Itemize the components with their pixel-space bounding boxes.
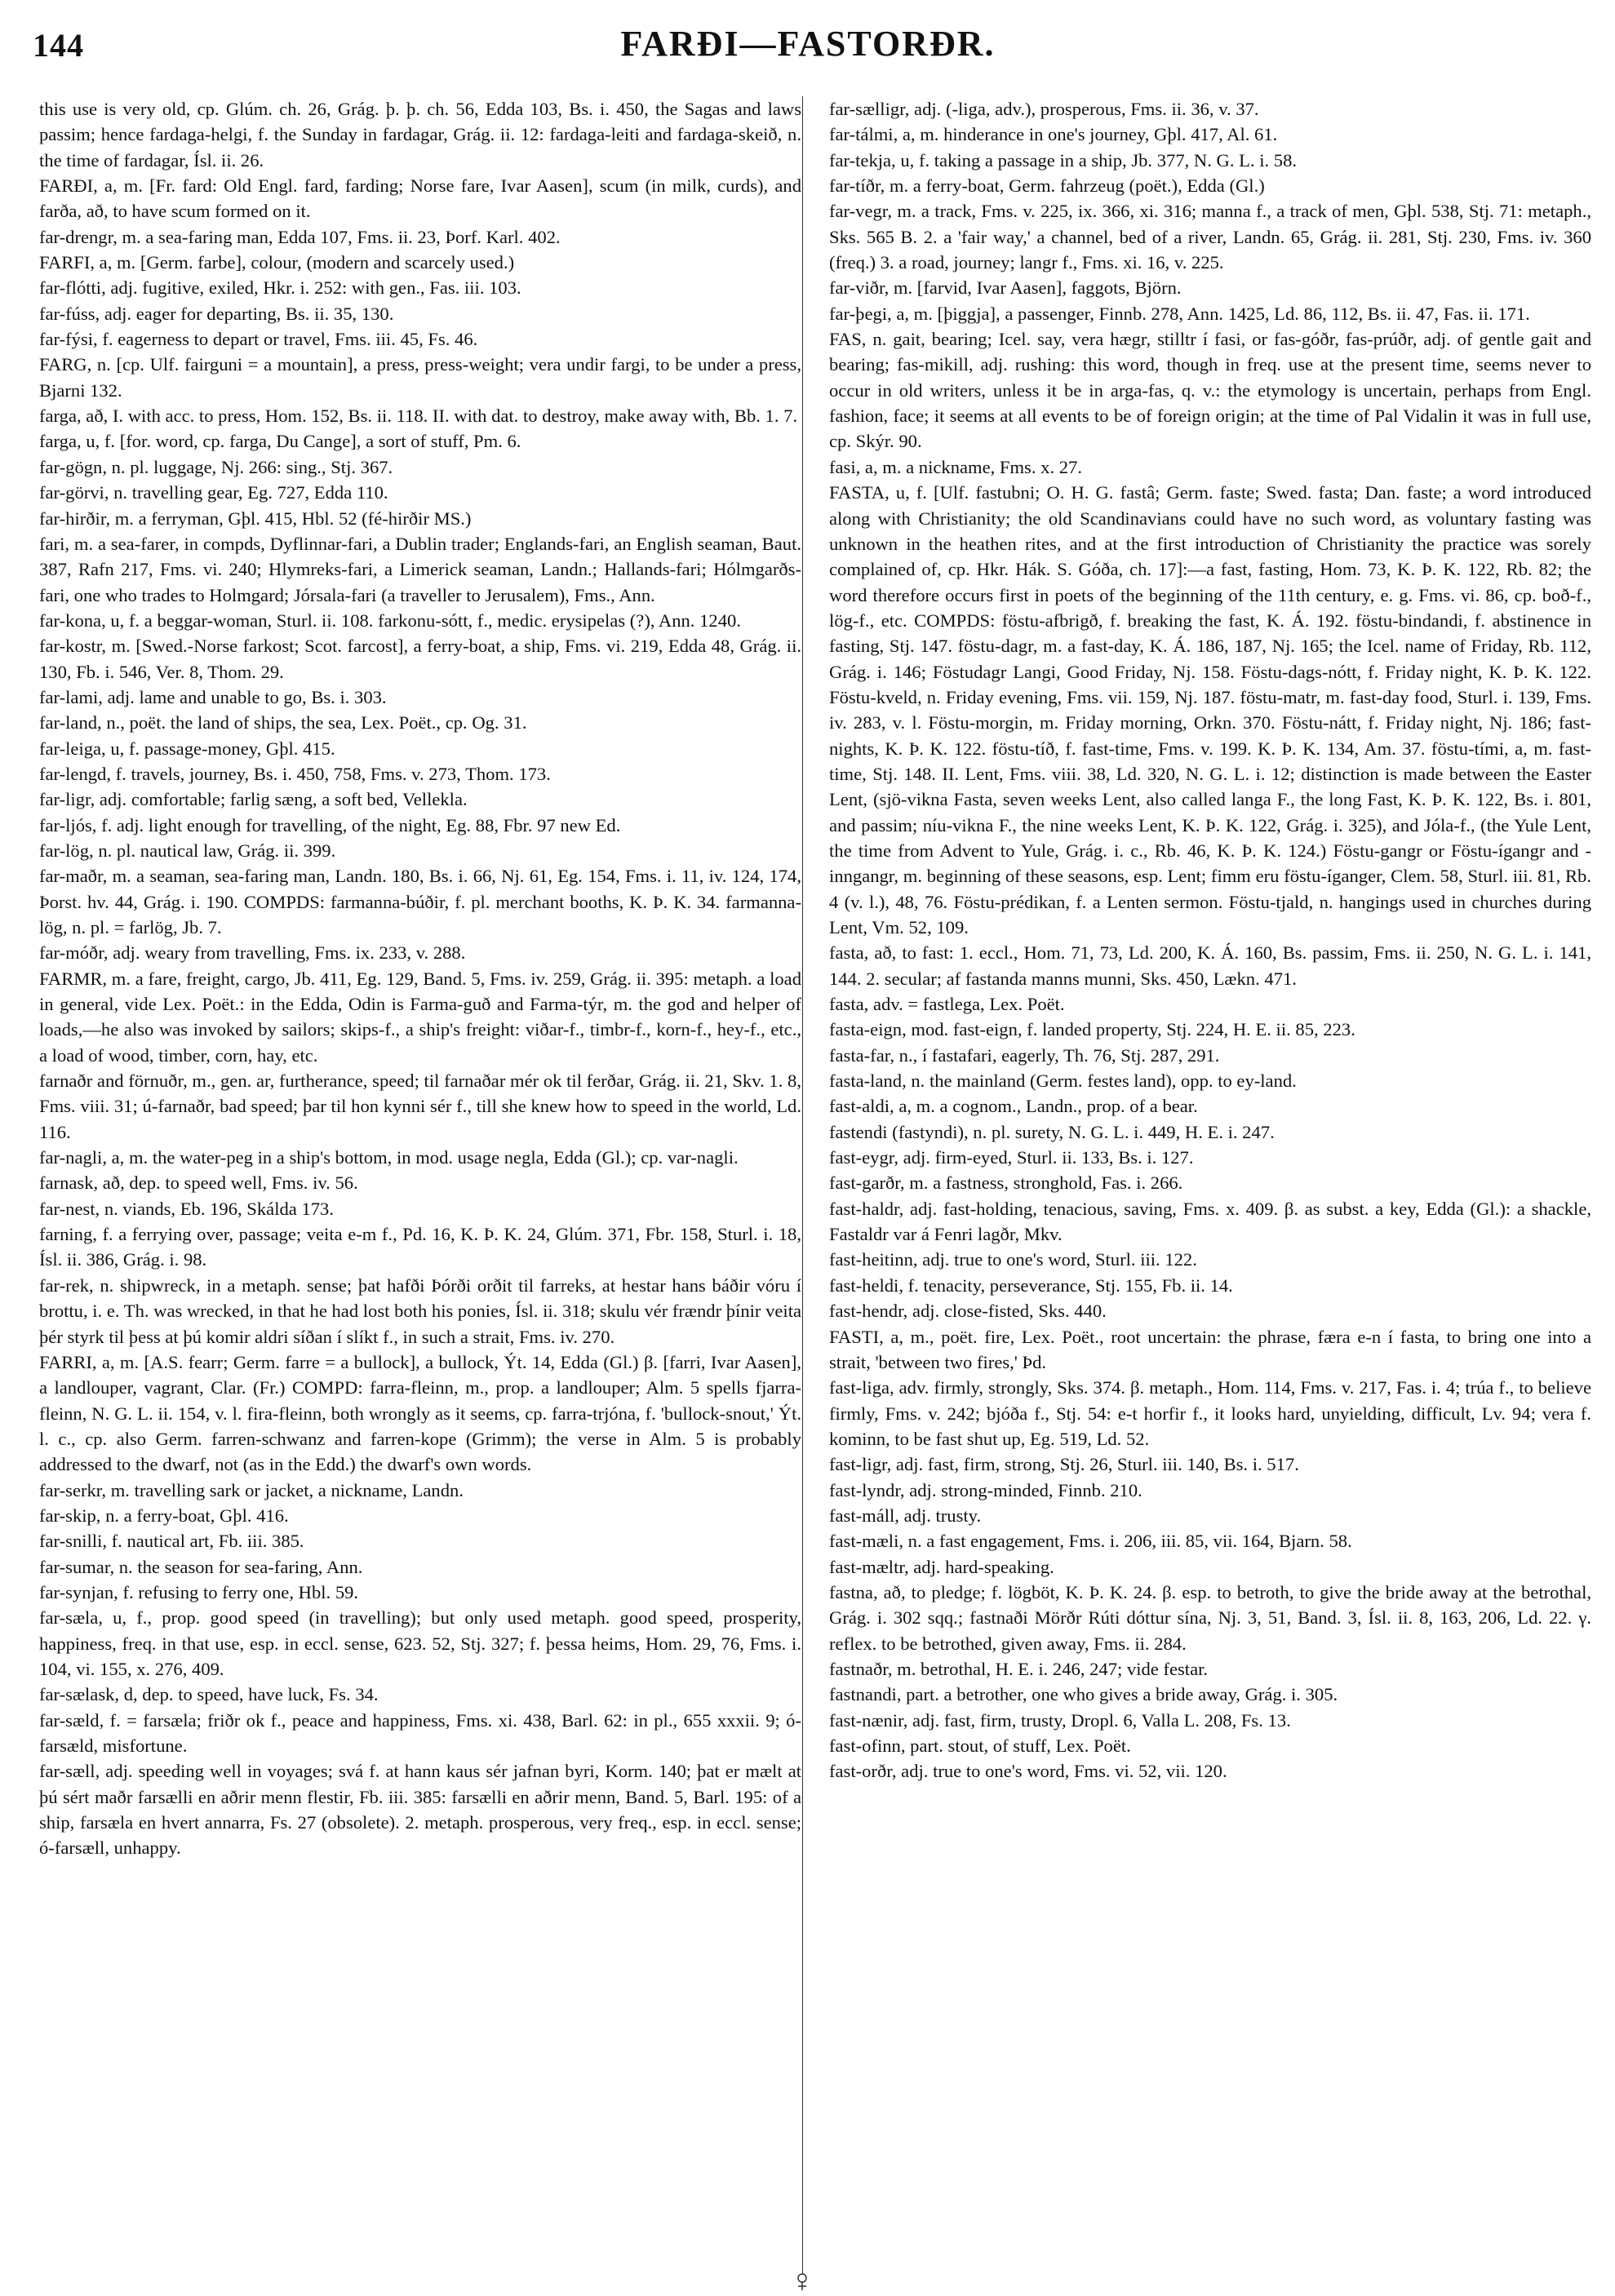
dictionary-entry: far-tíðr, m. a ferry-boat, Germ. fahrzeug (poët.), Edda (Gl.) [829, 175, 1265, 197]
dictionary-entry: far-serkr, m. travelling sark or jacket, a nickname, Landn. [39, 1479, 464, 1500]
running-head: FARÐI—FASTORÐR. [620, 24, 996, 64]
dictionary-entry: fast-orðr, adj. true to one's word, Fms. vi. 52, vii. 120. [829, 1761, 1227, 1782]
dictionary-entry: farga, u, f. [for. word, cp. farga, Du Cange], a sort of stuff, Pm. 6. [39, 431, 521, 452]
dictionary-entry: far-lög, n. pl. nautical law, Grág. ii. 399. [39, 840, 336, 861]
dictionary-entry: far-sæld, f. = farsæla; friðr ok f., peace and happiness, Fms. xi. 438, Barl. 62: in pl., 655 xxxii. 9; ó-farsæld, misfortune. [39, 1709, 801, 1756]
dictionary-entry: far-viðr, m. [farvid, Ivar Aasen], faggots, Björn. [829, 277, 1182, 299]
dictionary-entry: fasta-far, n., í fastafari, eagerly, Th. 76, Stj. 287, 291. [829, 1044, 1220, 1066]
dictionary-entry: far-fúss, adj. eager for departing, Bs. ii. 35, 130. [39, 303, 394, 324]
dictionary-entry: far-ljós, f. adj. light enough for travelling, of the night, Eg. 88, Fbr. 97 new Ed. [39, 814, 621, 836]
dictionary-entry: far-sumar, n. the season for sea-faring, Ann. [39, 1556, 363, 1577]
dictionary-entry: far-lami, adj. lame and unable to go, Bs. i. 303. [39, 686, 387, 707]
dictionary-entry: fasta, að, to fast: 1. eccl., Hom. 71, 73, Ld. 200, K. Á. 160, Bs. passim, Fms. ii. 250, N. G. L. i. 141, 144. 2. secular; af fastanda manns munni, Sks. 450, Lækn. 471. [829, 942, 1591, 989]
dictionary-entry: far-maðr, m. a seaman, sea-faring man, Landn. 180, Bs. i. 66, Nj. 61, Eg. 154, Fms. i. 11, iv. 124, 174, Þorst. hv. 44, Grág. i. 190. COMPDS: farmanna-búðir, f. pl. merchant booths, K. Þ. K. 34. farmanna-lög, n. pl. = farlög, Jb. 7. [39, 866, 801, 937]
dictionary-entry: fast-garðr, m. a fastness, stronghold, Fas. i. 266. [829, 1172, 1183, 1194]
dictionary-entry: fast-mæli, n. a fast engagement, Fms. i. 206, iii. 85, vii. 164, Bjarn. 58. [829, 1531, 1352, 1552]
dictionary-entry: far-tálmi, a, m. hinderance in one's journey, Gþl. 417, Al. 61. [829, 124, 1278, 145]
dictionary-entry: FARFI, a, m. [Germ. farbe], colour, (modern and scarcely used.) [39, 252, 515, 273]
dictionary-entry: FAS, n. gait, bearing; Icel. say, vera hægr, stilltr í fasi, or fas-góðr, fas-prúðr, adj. of gentle gait and bearing; fas-mikill, adj. rushing: this word, though in freq. use at the present time, seems never to occur in old writers, unless it be in arga-fas, q. v.: the etymology is uncertain, perhaps from Engl. fashion, face; it seems at all events to be of foreign origin; at the time of Pal Vidalin it was in full use, cp. Skýr. 90. [829, 329, 1591, 452]
dictionary-entry: farnask, að, dep. to speed well, Fms. iv. 56. [39, 1172, 358, 1194]
dictionary-entry: far-móðr, adj. weary from travelling, Fms. ix. 233, v. 288. [39, 942, 466, 964]
dictionary-entry: fari, m. a sea-farer, in compds, Dyflinnar-fari, a Dublin trader; Englands-fari, an English seaman, Baut. 387, Rafn 217, Fms. vi. 240; Hlymreks-fari, a Limerick seaman, Landn.; Hallands-fari; Hólmgarðs-fari, one who trades to Holmgard; Jórsala-fari (a traveller to Jerusalem), Fms., Ann. [39, 533, 801, 605]
dictionary-entry: far-sæll, adj. speeding well in voyages; svá f. at hann kaus sér jafnan byri, Korm. 140; þat er mælt at þú sért maðr farsælli en aðrir menn flestir, Fb. iii. 385: farsælli en aðrir menn, Band. 5, Barl. 195: of a ship, farsæla en hvert annarra, Fs. 27 (obsolete). 2. metaph. prosperous, very freq., esp. in eccl. sense; ó-farsæll, unhappy. [39, 1761, 801, 1859]
dictionary-entry: fast-ofinn, part. stout, of stuff, Lex. Poët. [829, 1735, 1131, 1756]
dictionary-entry: far-sælligr, adj. (-liga, adv.), prosperous, Fms. ii. 36, v. 37. [829, 99, 1259, 119]
dictionary-entry: far-ligr, adj. comfortable; farlig sæng, a soft bed, Vellekla. [39, 789, 468, 810]
dictionary-entry: fastnandi, part. a betrother, one who gives a bride away, Grág. i. 305. [829, 1684, 1338, 1705]
dictionary-entry: far-gögn, n. pl. luggage, Nj. 266: sing., Stj. 367. [39, 456, 393, 477]
dictionary-entry: FARRI, a, m. [A.S. fearr; Germ. farre = a bullock], a bullock, Ýt. 14, Edda (Gl.) β. [farri, Ivar Aasen], a landlouper, vagrant, Clar. (Fr.) COMPD: farra-fleinn, m., prop. a landlouper; Alm. 5 spells fjarra-fleinn, N. G. L. ii. 154, v. l. fira-fleinn, both wrongly as it seems, cp. farra-trjóna, f. 'bullock-snout,' Ýt. l. c., cp. also Germ. farren-schwanz and farren-kope (Grimm); the verse in Alm. 5 is probably addressed to the dwarf, not (as in the Edd.) the dwarf's own words. [39, 1351, 801, 1475]
dictionary-entry: far-hirðir, m. a ferryman, Gþl. 415, Hbl. 52 (fé-hirðir MS.) [39, 508, 472, 529]
dictionary-entry: fast-heldi, f. tenacity, perseverance, Stj. 155, Fb. ii. 14. [829, 1274, 1233, 1296]
dictionary-entry: fast-haldr, adj. fast-holding, tenacious, saving, Fms. x. 409. β. as subst. a key, Edda (Gl.): a shackle, Fastaldr var á Fenri lagðr, Mkv. [829, 1198, 1591, 1245]
dictionary-entry: fast-hendr, adj. close-fisted, Sks. 440. [829, 1301, 1107, 1322]
dictionary-entry: far-nagli, a, m. the water-peg in a ship's bottom, in mod. usage negla, Edda (Gl.); cp. var-nagli. [39, 1147, 739, 1168]
dictionary-entry: far-snilli, f. nautical art, Fb. iii. 385. [39, 1531, 304, 1552]
column-divider [802, 96, 803, 2275]
dictionary-entry: fasta-eign, mod. fast-eign, f. landed property, Stj. 224, H. E. ii. 85, 223. [829, 1019, 1355, 1040]
dictionary-entry: fast-mæltr, adj. hard-speaking. [829, 1556, 1054, 1577]
dictionary-entry: far-flótti, adj. fugitive, exiled, Hkr. i. 252: with gen., Fas. iii. 103. [39, 277, 521, 299]
dictionary-entry: fast-aldi, a, m. a cognom., Landn., prop. of a bear. [829, 1096, 1198, 1117]
dictionary-entry: far-sæla, u, f., prop. good speed (in travelling); but only used metaph. good speed, prosperity, happiness, freq. in that use, esp. in eccl. sense, 623. 52, Stj. 327; f. þessa heims, Hom. 29, 76, Fms. i. 104, vi. 155, x. 276, 409. [39, 1607, 801, 1679]
dictionary-entry: far-drengr, m. a sea-faring man, Edda 107, Fms. ii. 23, Þorf. Karl. 402. [39, 226, 561, 247]
dictionary-entry: far-land, n., poët. the land of ships, the sea, Lex. Poët., cp. Og. 31. [39, 712, 527, 734]
dictionary-entry: fast-máll, adj. trusty. [829, 1505, 982, 1526]
dictionary-entry: FARMR, m. a fare, freight, cargo, Jb. 411, Eg. 129, Band. 5, Fms. iv. 259, Grág. ii. 395: metaph. a load in general, vide Lex. Poët.: in the Edda, Odin is Farma-guð and Farma-týr, m. the god and helper of loads,—he also was invoked by sailors; skips-f., a ship's freight: viðar-f., timbr-f., korn-f., hey-f., etc., a load of wood, timber, corn, hay, etc. [39, 968, 801, 1066]
dictionary-entry: far-kona, u, f. a beggar-woman, Sturl. ii. 108. farkonu-sótt, f., medic. erysipelas (?), Ann. 1240. [39, 609, 741, 631]
dictionary-entry: fasi, a, m. a nickname, Fms. x. 27. [829, 456, 1082, 477]
dictionary-entry: fast-nænir, adj. fast, firm, trusty, Dropl. 6, Valla L. 208, Fs. 13. [829, 1709, 1291, 1731]
dictionary-entry: fasta, adv. = fastlega, Lex. Poët. [829, 994, 1065, 1015]
dictionary-entry: farning, f. a ferrying over, passage; veita e-m f., Pd. 16, K. Þ. K. 24, Glúm. 371, Fbr. 158, Sturl. i. 18, Ísl. ii. 386, Grág. i. 98. [39, 1224, 801, 1270]
dictionary-entry: fast-eygr, adj. firm-eyed, Sturl. ii. 133, Bs. i. 127. [829, 1147, 1194, 1168]
dictionary-entry: far-skip, n. a ferry-boat, Gþl. 416. [39, 1505, 289, 1526]
dictionary-entry: far-synjan, f. refusing to ferry one, Hbl. 59. [39, 1581, 359, 1602]
dictionary-entry: far-kostr, m. [Swed.-Norse farkost; Scot. farcost], a ferry-boat, a ship, Fms. vi. 219, Edda 48, Grág. ii. 130, Fb. i. 546, Ver. 8, Thom. 29. [39, 636, 801, 682]
dictionary-entry: far-nest, n. viands, Eb. 196, Skálda 173. [39, 1198, 334, 1219]
dictionary-entry: far-fýsi, f. eagerness to depart or travel, Fms. iii. 45, Fs. 46. [39, 329, 478, 350]
dictionary-entry: this use is very old, cp. Glúm. ch. 26, Grág. þ. þ. ch. 56, Edda 103, Bs. i. 450, the Sagas and laws passim; hence fardaga-helgi, f. the Sunday in fardagar, Grág. ii. 12: fardaga-leiti and fardaga-skeið, n. the time of fardagar, Ísl. ii. 26. [39, 99, 801, 171]
dictionary-entry: farnaðr and förnuðr, m., gen. ar, furtherance, speed; til farnaðar mér ok til ferðar, Grág. ii. 21, Skv. 1. 8, Fms. viii. 31; ú-farnaðr, bad speed; þar til hon kynni sér f., till she knew how to speed in the world, Ld. 116. [39, 1070, 801, 1142]
dictionary-entry: far-lengd, f. travels, journey, Bs. i. 450, 758, Fms. v. 273, Thom. 173. [39, 763, 551, 784]
dictionary-entry: far-leiga, u, f. passage-money, Gþl. 415. [39, 738, 335, 759]
right-column [829, 96, 1591, 2283]
dictionary-entry: fastna, að, to pledge; f. lögböt, K. Þ. K. 24. β. esp. to betroth, to give the bride away at the betrothal, Grág. i. 302 sqq.; fastnaði Mörðr Rúti dóttur sína, Nj. 3, 51, Band. 3, Ísl. ii. 8, 163, 206, Ld. 22. γ. reflex. to be betrothed, given away, Fms. ii. 284. [829, 1581, 1591, 1654]
left-column [39, 96, 801, 2283]
dictionary-entry: farga, að, I. with acc. to press, Hom. 152, Bs. ii. 118. II. with dat. to destroy, make away with, Bb. 1. 7. [39, 406, 798, 427]
dictionary-entry: fast-heitinn, adj. true to one's word, Sturl. iii. 122. [829, 1249, 1197, 1270]
dictionary-entry: far-sælask, d, dep. to speed, have luck, Fs. 34. [39, 1684, 379, 1705]
dictionary-entry: fastnaðr, m. betrothal, H. E. i. 246, 247; vide festar. [829, 1658, 1209, 1679]
dictionary-entry: far-vegr, m. a track, Fms. v. 225, ix. 366, xi. 316; manna f., a track of men, Gþl. 538, Stj. 71: metaph., Sks. 565 B. 2. a 'fair way,' a channel, bed of a river, Landn. 65, Grág. ii. 281, Stj. 230, Fms. iv. 360 (freq.) 3. a road, journey; langr f., Fms. xi. 16, v. 225. [829, 201, 1591, 273]
dictionary-entry: far-görvi, n. travelling gear, Eg. 727, Edda 110. [39, 482, 388, 503]
page-header [33, 23, 1583, 73]
dictionary-entry: FASTA, u, f. [Ulf. fastubni; O. H. G. fastâ; Germ. faste; Swed. fasta; Dan. faste; a word introduced along with Christianity; the old Scandinavians could have no such word, as voluntary fasting was unknown in the heathen rites, and at the first introduction of Christianity the practice was sorely complained of, cp. Hkr. Hák. S. Góða, ch. 17]:—a fast, fasting, Hom. 73, K. Þ. K. 122, Rb. 82; the word therefore occurs first in poets of the beginning of the 11th century, e. g. Fms. vi. 86, cp. boð-f., lög-f., etc. COMPDS: föstu-afbrigð, f. breaking the fast, K. Á. 192. föstu-bindandi, f. abstinence in fasting, Stj. 147. föstu-dagr, m. a fast-day, K. Á. 186, 187, Nj. 165; the Icel. name of Friday, Rb. 112, Grág. i. 146; Föstudagr Langi, Good Friday, Nj. 158. Föstu-dags-nótt, f. Friday night, K. Þ. K. 122. Föstu-kveld, n. Friday evening, Fms. vii. 159, Nj. 187. föstu-matr, m. fast-day food, Sturl. i. 139, Fms. iv. 283, v. l. Föstu-morgin, m. Friday morning, Orkn. 370. Föstu-nátt, f. Friday night, Nj. 186; fast-nights, K. Þ. K. 122. föstu-tíð, f. fast-time, Fms. v. 199. K. Þ. K. 134, Am. 37. föstu-tími, a, m. fast-time, Stj. 148. II. Lent, Fms. viii. 38, Ld. 320, N. G. L. i. 12; distinction is made between the Easter Lent, (sjö-vikna Fasta, seven weeks Lent, also called langa F., the long Fast, K. Þ. K. 122, Bs. i. 801, and passim; níu-vikna F., the nine weeks Lent, K. Þ. K. 122, Grág. i. 325), and Jóla-f., (the Yule Lent, the time from Advent to Yule, Grág. i. c., Rb. 46, K. Þ. K. 124.) Föstu-gangr or Föstu-ígangr and -inngangr, m. beginning of these seasons, esp. Lent; fimm eru föstu-íganger, Clem. 58, Sturl. iii. 81, Rb. 4 (v. l.), 48, 76. Föstu-prédikan, f. a Lenten sermon. Föstu-tjald, n. hangings used in churches during Lent, Vm. 52, 109. [829, 482, 1591, 937]
divider-ornament-icon [792, 2271, 813, 2292]
dictionary-entry: far-þegi, a, m. [þiggja], a passenger, Finnb. 278, Ann. 1425, Ld. 86, 112, Bs. ii. 47, Fas. ii. 171. [829, 303, 1530, 324]
dictionary-entry: fast-ligr, adj. fast, firm, strong, Stj. 26, Sturl. iii. 140, Bs. i. 517. [829, 1454, 1299, 1475]
dictionary-entry: fastendi (fastyndi), n. pl. surety, N. G. L. i. 449, H. E. i. 247. [829, 1121, 1275, 1142]
dictionary-entry: far-tekja, u, f. taking a passage in a ship, Jb. 377, N. G. L. i. 58. [829, 149, 1298, 171]
dictionary-entry: FARÐI, a, m. [Fr. fard: Old Engl. fard, farding; Norse fare, Ivar Aasen], scum (in milk, curds), and farða, að, to have scum formed on it. [39, 175, 801, 222]
dictionary-entry: far-rek, n. shipwreck, in a metaph. sense; þat hafði Þórði orðit til farreks, at hestar hans báðir vóru í brottu, i. e. Th. was wrecked, in that he had lost both his ponies, Ísl. ii. 318; skulu vér frændr þínir veita þér styrk til þess at þú komir aldri síðan í slíkt f., in such a strait, Fms. iv. 270. [39, 1274, 801, 1347]
dictionary-entry: FARG, n. [cp. Ulf. fairguni = a mountain], a press, press-weight; vera undir fargi, to be under a press, Bjarni 132. [39, 354, 801, 401]
dictionary-entry: FASTI, a, m., poët. fire, Lex. Poët., root uncertain: the phrase, færa e-n í fasta, to bring one into a strait, 'between two fires,' Þd. [829, 1326, 1591, 1372]
page-number: 144 [33, 27, 84, 64]
dictionary-entry: fast-liga, adv. firmly, strongly, Sks. 374. β. metaph., Hom. 114, Fms. v. 217, Fas. i. 4; trúa f., to believe firmly, Fms. v. 242; bjóða f., Stj. 54: e-t horfir f., it looks hard, unyielding, difficult, Lv. 94; vera f. kominn, to be fast shut up, Eg. 519, Ld. 52. [829, 1377, 1591, 1449]
dictionary-entry: fast-lyndr, adj. strong-minded, Finnb. 210. [829, 1479, 1142, 1500]
dictionary-entry: fasta-land, n. the mainland (Germ. festes land), opp. to ey-land. [829, 1070, 1297, 1092]
